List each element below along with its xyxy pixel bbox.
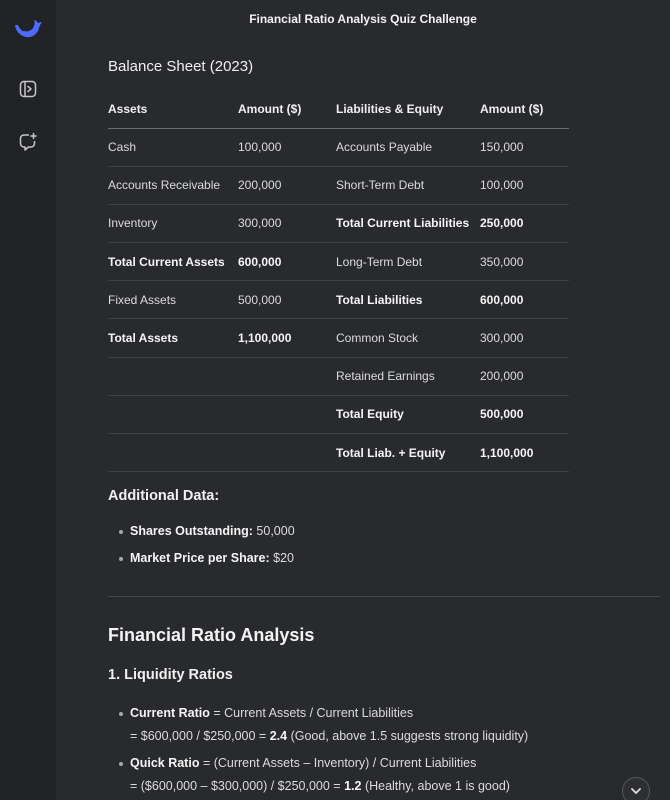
- ratio-list: [108, 702, 660, 800]
- table-cell: Common Stock: [336, 319, 480, 357]
- ratio-calc: = $600,000 / $250,000 =: [130, 729, 270, 743]
- table-row: [108, 243, 569, 281]
- table-cell: 500,000: [480, 395, 569, 433]
- table-cell: [238, 395, 336, 433]
- column-header: Amount ($): [480, 90, 569, 128]
- table-cell: 600,000: [480, 281, 569, 319]
- table-cell: 500,000: [238, 281, 336, 319]
- table-cell: Total Current Assets: [108, 243, 238, 281]
- list-item: [108, 752, 660, 798]
- whale-logo-icon: [13, 16, 43, 40]
- ratio-result: 1.2: [344, 779, 362, 793]
- new-chat-button[interactable]: [10, 124, 46, 160]
- list-item: [108, 523, 658, 550]
- ratio-calc: = ($600,000 – $300,000) / $250,000 =: [130, 779, 345, 793]
- table-cell: 200,000: [480, 357, 569, 395]
- table-cell: 100,000: [480, 166, 569, 204]
- analysis-title: Financial Ratio Analysis: [108, 625, 315, 645]
- chevron-down-icon: [629, 784, 643, 798]
- table-row: [108, 204, 569, 242]
- table-cell: Inventory: [108, 204, 238, 242]
- table-cell: [108, 357, 238, 395]
- table-cell: Total Equity: [336, 395, 480, 433]
- ratio-name: Quick Ratio: [130, 756, 200, 770]
- table-cell: 1,100,000: [480, 434, 569, 472]
- table-cell: 300,000: [480, 319, 569, 357]
- list-item: [108, 550, 658, 577]
- item-label: Shares Outstanding:: [130, 524, 253, 538]
- table-cell: 200,000: [238, 166, 336, 204]
- table-cell: 600,000: [238, 243, 336, 281]
- header-divider: [56, 38, 670, 42]
- balance-sheet-table: [108, 90, 569, 472]
- table-cell: Fixed Assets: [108, 281, 238, 319]
- new-chat-icon: [18, 132, 38, 152]
- table-cell: 250,000: [480, 204, 569, 242]
- table-cell: Total Liabilities: [336, 281, 480, 319]
- additional-data-list: [108, 523, 658, 577]
- column-header: Assets: [108, 90, 238, 128]
- item-label: Market Price per Share:: [130, 551, 270, 565]
- additional-data-title: Additional Data:: [108, 488, 220, 504]
- chat-header: [56, 0, 670, 38]
- table-cell: [108, 395, 238, 433]
- sidebar-toggle-icon: [18, 79, 38, 99]
- liquidity-section-title: 1. Liquidity Ratios: [108, 667, 233, 683]
- table-cell: 1,100,000: [238, 319, 336, 357]
- column-header: Amount ($): [238, 90, 336, 128]
- app-logo[interactable]: [10, 10, 46, 46]
- table-cell: [108, 434, 238, 472]
- balance-sheet-title: Balance Sheet (2023): [108, 58, 254, 75]
- scroll-to-bottom-button[interactable]: [622, 777, 650, 800]
- table-cell: Total Liab. + Equity: [336, 434, 480, 472]
- table-cell: Total Assets: [108, 319, 238, 357]
- table-row: [108, 166, 569, 204]
- table-header-row: [108, 90, 569, 128]
- ratio-formula: = Current Assets / Current Liabilities: [209, 706, 414, 720]
- ratio-result: 2.4: [269, 729, 288, 743]
- table-cell: Long-Term Debt: [336, 243, 480, 281]
- table-row: [108, 281, 569, 319]
- ratio-note: (Healthy, above 1 is good): [361, 779, 510, 793]
- table-row: [108, 357, 569, 395]
- item-value: 50,000: [256, 524, 295, 538]
- item-value: $20: [273, 551, 294, 565]
- section-divider: [108, 596, 660, 597]
- sidebar: [0, 0, 56, 800]
- table-cell: Accounts Payable: [336, 128, 480, 166]
- chat-title[interactable]: Financial Ratio Analysis Quiz Challenge: [249, 12, 477, 26]
- table-row: [108, 319, 569, 357]
- table-cell: Cash: [108, 128, 238, 166]
- table-cell: 350,000: [480, 243, 569, 281]
- column-header: Liabilities & Equity: [336, 90, 480, 128]
- ratio-formula: = (Current Assets – Inventory) / Current Liabilities: [199, 756, 477, 770]
- sidebar-toggle-button[interactable]: [10, 71, 46, 107]
- table-cell: 300,000: [238, 204, 336, 242]
- table-cell: Short-Term Debt: [336, 166, 480, 204]
- table-cell: 100,000: [238, 128, 336, 166]
- table-cell: [238, 357, 336, 395]
- table-cell: Accounts Receivable: [108, 166, 238, 204]
- table-row: [108, 128, 569, 166]
- ratio-note: (Good, above 1.5 suggests strong liquidity): [287, 729, 529, 743]
- table-cell: Retained Earnings: [336, 357, 480, 395]
- list-item: [108, 702, 660, 748]
- table-cell: 150,000: [480, 128, 569, 166]
- table-cell: Total Current Liabilities: [336, 204, 480, 242]
- ratio-name: Current Ratio: [130, 706, 210, 720]
- table-cell: [238, 434, 336, 472]
- table-row: [108, 434, 569, 472]
- table-row: [108, 395, 569, 433]
